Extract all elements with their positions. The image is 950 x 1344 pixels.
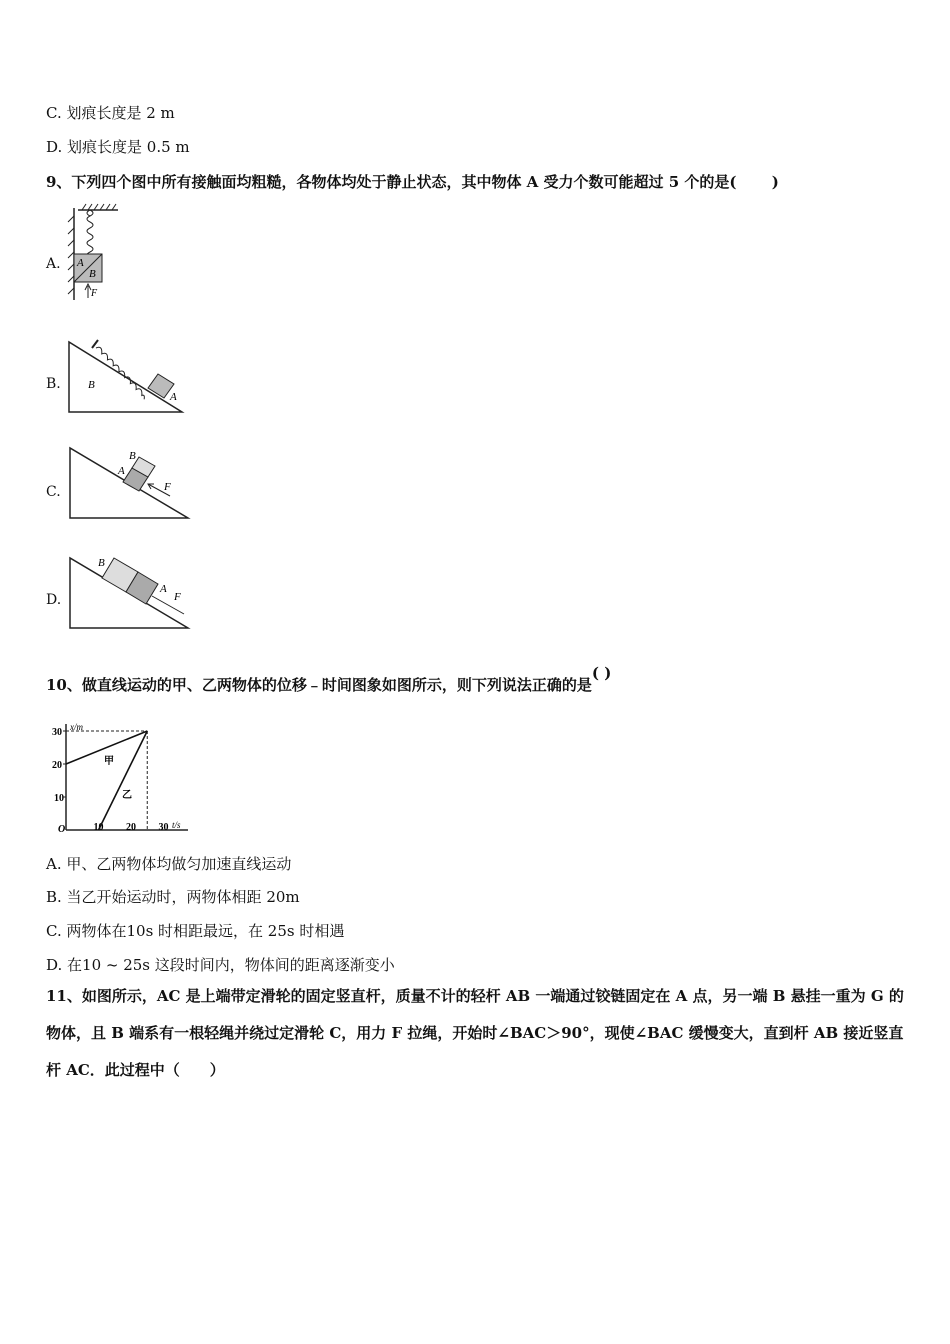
q9-figure-b xyxy=(66,336,190,416)
q9-figure-d xyxy=(66,552,194,636)
q9-label-b: B. xyxy=(46,376,61,392)
q10-option-a: A. 甲、乙两物体均做匀加速直线运动 xyxy=(46,855,292,873)
label-B: B xyxy=(88,379,95,391)
label-B: B xyxy=(89,268,96,280)
q8-option-c: C. 划痕长度是 2 m xyxy=(46,104,175,122)
q9-figure-c xyxy=(66,444,194,524)
label-A: A xyxy=(118,465,125,477)
q10-stem-text: 10、做直线运动的甲、乙两物体的位移﹣时间图象如图所示，则下列说法正确的是 xyxy=(46,676,592,694)
q8-option-d: D. 划痕长度是 0.5 m xyxy=(46,138,190,156)
label-A: A xyxy=(160,583,167,595)
q11-text: 11、如图所示，AC 是上端带定滑轮的固定竖直杆，质量不计的轻杆 AB 一端通过铰链固定在 A 点，另一端 B 悬挂一重为 G 的物体，且 B 端系有一根轻绳并绕过定滑轮 C，用力 F 拉绳，开始时∠BAC＞90°，现使∠BAC 缓慢变大，直到杆 AB 接近竖直杆 AC．此过程中（ ） xyxy=(46,987,904,1079)
label-B: B xyxy=(129,450,136,462)
q9-stem: 9、下列四个图中所有接触面均粗糙，各物体均处于静止状态，其中物体 A 受力个数可能超过 5 个的是( ) xyxy=(46,173,779,191)
series-jia-label: 甲 xyxy=(104,756,114,767)
x-axis-label: t/s xyxy=(172,820,181,830)
x-tick-10: 10 xyxy=(93,822,104,833)
q9-label-c: C. xyxy=(46,484,61,500)
label-B: B xyxy=(98,557,105,569)
q9-figure-a xyxy=(66,200,126,304)
y-tick-30: 30 xyxy=(52,727,62,738)
q10-option-c: C. 两物体在10s 时相距最远，在 25s 时相遇 xyxy=(46,922,345,940)
origin-label: O xyxy=(58,824,66,835)
x-tick-20: 20 xyxy=(126,822,136,833)
label-A: A xyxy=(77,257,84,269)
y-tick-10: 10 xyxy=(54,793,64,804)
label-F: F xyxy=(164,481,171,493)
y-axis-label: x/m xyxy=(70,722,83,732)
q10-option-b: B. 当乙开始运动时，两物体相距 20m xyxy=(46,888,300,906)
q9-label-a: A. xyxy=(46,256,61,272)
xt-graph xyxy=(46,718,196,838)
label-F: F xyxy=(91,288,98,299)
y-tick-20: 20 xyxy=(52,760,62,771)
x-tick-30: 30 xyxy=(158,822,169,833)
q9-label-d: D. xyxy=(46,592,62,608)
label-A: A xyxy=(170,391,177,403)
label-F: F xyxy=(174,591,181,603)
q10-blank: ( ) xyxy=(591,664,612,682)
series-yi-line xyxy=(99,731,148,830)
q10-option-d: D. 在10 ~ 25s 这段时间内，物体间的距离逐渐变小 xyxy=(46,956,395,974)
q10-stem xyxy=(46,664,612,695)
series-yi-label: 乙 xyxy=(122,790,132,801)
